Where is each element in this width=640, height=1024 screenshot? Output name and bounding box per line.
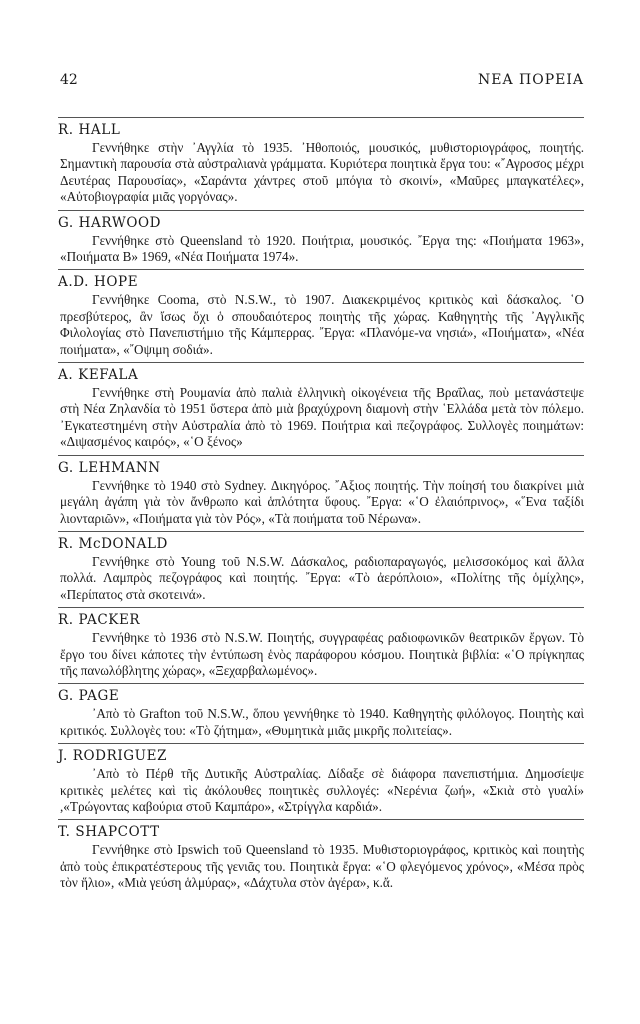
contributor-entry [60,362,584,451]
page-number: 42 [60,72,78,88]
author-bio: ᾿Απὸ τὸ Grafton τοῦ N.S.W., ὅπου γεννήθηκε τὸ 1940. Καθηγητὴς φιλόλογος. Ποιητὴς καὶ κριτικός. Συλλογὲς του: «Τὸ ζήτημα», «Θυμητικὰ μιᾶς μικρῆς πολιτείας». [60,706,584,738]
author-name: G. PAGE [58,683,584,706]
contributor-entry [60,269,584,358]
author-bio: Γεννήθηκε στὸ Ipswich τοῦ Queensland τὸ 1935. Μυθιστοριογράφος, κριτικὸς καὶ ποιητὴς ἀπὸ τοὺς ἐπικρατέστερους τῆς γενιᾶς του. Ποιητικὰ ἔργα: «῾Ο φλεγόμενος χρόνος», «Μέσα πρὸς τὸν ἥλιο», «Μιὰ γεύση ἁλμύρας», «Δάχτυλα στὸν ἀγέρα», κ.ἄ. [60,842,584,891]
author-name: A.D. HOPE [58,269,584,292]
author-bio: Γεννήθηκε Cooma, στὸ N.S.W., τὸ 1907. Διακεκριμένος κριτικὸς καὶ δάσκαλος. ῾Ο πρεσβύτερος, ἂν ἴσως ὄχι ὁ σπουδαιότερος ποιητὴς τῆς χώρας. Καθηγητὴς τῆς ᾿Αγγλικῆς Φιλολογίας στὸ Πανεπιστήμιο τῆς Κάμπερρας. ῎Εργα: «Πλανόμε-να νησιά», «Ποιήματα», «Νέα ποιήματα», «῎Οψιμη σοδιά». [60,292,584,357]
author-bio: ᾿Απὸ τὸ Πέρθ τῆς Δυτικῆς Αὐστραλίας. Δίδαξε σὲ διάφορα πανεπιστήμια. Δημοσίεψε κριτικὲς μελέτες καὶ τὶς ἀκόλουθες ποιητικὲς συλλογές: «Νερένια ζωή», «Σκιὰ στὸ γυαλί» ,«Τρώγοντας καβούρια στοῦ Καμπάρο», «Στρίγγλα καρδιά». [60,766,584,814]
author-bio: Γεννήθηκε τὸ 1936 στὸ N.S.W. Ποιητής, συγγραφέας ραδιοφωνικῶν θεατρικῶν ἔργων. Τὸ ἔργο του δίνει κάποτες τὴν ἐντύπωση ἑνὸς παράφορου κόσμου. Ποιητικὰ βιβλία: «῾Ο πρίγκηπας τῆς πανωλόβλητης χώρας», «Ξεχαρβαλωμένος». [60,630,584,678]
author-bio: Γεννήθηκε στὸ Young τοῦ N.S.W. Δάσκαλος, ραδιοπαραγωγός, μελισσοκόμος καὶ ἄλλα πολλά. Λαμπρὸς πεζογράφος καὶ ποιητής. ῎Εργα: «Τὸ ἀερόπλοιο», «Πολίτης τῆς ὁμίχλης», «Περίπατος στὰ σκοτεινά». [60,553,584,602]
contributor-entry [60,210,584,266]
author-name: R. HALL [58,117,584,140]
author-name: J. RODRIGUEZ [58,743,584,766]
contributor-entry [60,455,584,527]
contributor-entry [60,683,584,739]
journal-title: ΝΕΑ ΠΟΡΕΙΑ [478,72,584,88]
author-bio: Γεννήθηκε τὸ 1940 στὸ Sydney. Δικηγόρος. ῎Αξιος ποιητής. Τὴν ποίησή του διακρίνει μιὰ μεγάλη ἀγάπη γιὰ τὸν ἄνθρωπο καὶ ἁπλότητα ὕφους. ῎Εργα: «῾Ο ἐλαιόπρινος», «῞Ενα ταξίδι λιονταριῶν», «Ποιήματα γιὰ τὸν Ρός», «Τὰ ποιήματα τοῦ Νέρωνα». [60,477,584,526]
author-bio: Γεννήθηκε στὸ Queensland τὸ 1920. Ποιήτρια, μουσικός. ῎Εργα της: «Ποιήματα 1963», «Ποιήματα Β» 1969, «Νέα Ποιήματα 1974». [60,232,584,265]
author-name: A. KEFALA [58,362,584,385]
contributor-entry [60,819,584,891]
author-bio: Γεννήθηκε στὴν ᾿Αγγλία τὸ 1935. ᾿Ηθοποιός, μουσικός, μυθιστοριογράφος, ποιητής. Σημαντικὴ παρουσία στὰ αὐστραλιανὰ γράμματα. Κυριότερα ποιητικὰ ἔργα του: «῎Αγροσος μέχρι Δευτέρας Παρουσίας», «Σαράντα χάντρες στοῦ μπόγια τὸ σκοινί», «Μαῦρες μπαγκατέλες», «Αὐτοβιογραφία μιᾶς γοργόνας». [60,140,584,205]
contributor-entry [60,607,584,679]
author-name: T. SHAPCOTT [58,819,584,842]
running-head [60,72,584,94]
author-name: R. PACKER [58,607,584,630]
contributor-entry [60,743,584,815]
author-name: G. HARWOOD [58,210,584,233]
contributors-list [60,117,584,892]
author-bio: Γεννήθηκε στὴ Ρουμανία ἀπὸ παλιὰ ἑλληνικὴ οἰκογένεια τῆς Βραΐλας, ποὺ μετανάστεψε στὴ Νέα Ζηλανδία τὸ 1951 ὕστερα ἀπὸ μιὰ βραχύχρονη διαμονὴ στὴν ῾Ελλάδα μετὰ τὸν πόλεμο. ᾿Εγκατεστημένη στὴν Αὐστραλία ἀπὸ τὸ 1969. Ποιήτρια καὶ πεζογράφος. Συλλογὲς ποιημάτων: «Διψασμένος καιρός», «῾Ο ξένος» [60,385,584,450]
contributor-entry [60,117,584,206]
author-name: R. McDONALD [58,531,584,554]
author-name: G. LEHMANN [58,455,584,478]
contributor-entry [60,531,584,603]
